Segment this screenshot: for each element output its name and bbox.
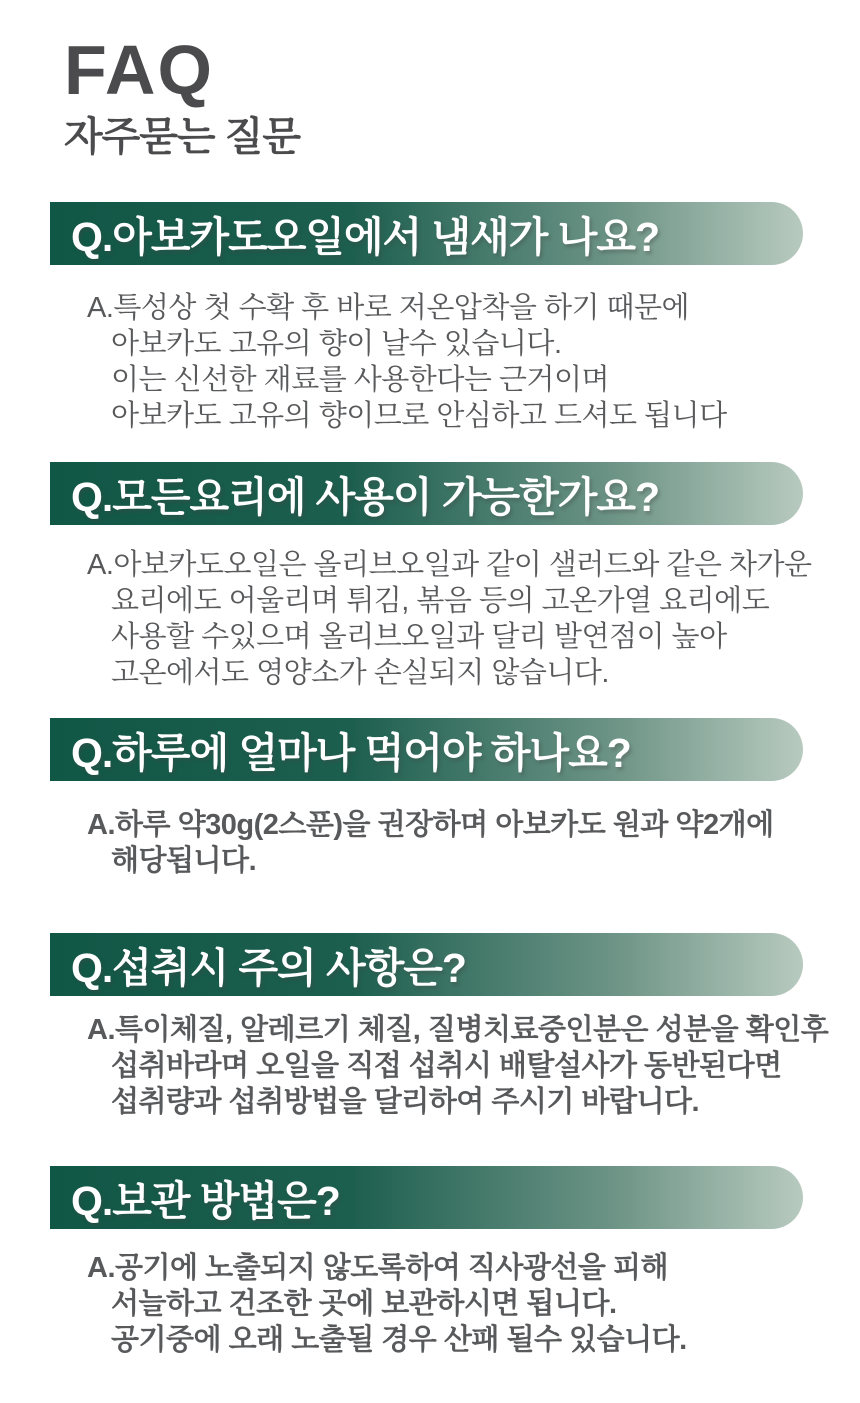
- answer-line: 요리에도 어울리며 튀김, 볶음 등의 고온가열 요리에도: [111, 584, 770, 617]
- answer-line: 서늘하고 건조한 곳에 보관하시면 됩니다.: [111, 1287, 617, 1320]
- answer-line: A.공기에 노출되지 않도록하여 직사광선을 피해: [87, 1251, 668, 1284]
- question-text-3: Q.하루에 얼마나 먹어야 하나요?: [71, 729, 631, 776]
- answer-block-1: [0, 290, 860, 434]
- answer-line: 사용할 수있으며 올리브오일과 달리 발연점이 높아: [111, 620, 727, 653]
- answer-line: A.특성상 첫 수확 후 바로 저온압착을 하기 때문에: [87, 291, 690, 324]
- answer-block-5: [0, 1250, 860, 1358]
- question-bar-4: [50, 933, 803, 996]
- answer-line: A.특이체질, 알레르기 체질, 질병치료중인분은 성분을 확인후: [87, 1013, 829, 1046]
- answer-line: 이는 신선한 재료를 사용한다는 근거이며: [111, 363, 609, 396]
- answer-block-3: [0, 807, 860, 879]
- question-bar-5: [50, 1166, 803, 1229]
- answer-line: A.하루 약30g(2스푼)을 권장하며 아보카도 원과 약2개에: [87, 808, 774, 841]
- question-bar-2: [50, 462, 803, 525]
- question-text-5: Q.보관 방법은?: [71, 1177, 340, 1224]
- page-header: [0, 0, 860, 160]
- answer-line: 고온에서도 영양소가 손실되지 않습니다.: [111, 656, 609, 689]
- answer-line: 공기중에 오래 노출될 경우 산패 될수 있습니다.: [111, 1323, 687, 1356]
- answer-line: 섭취량과 섭취방법을 달리하여 주시기 바랍니다.: [111, 1085, 700, 1118]
- answer-line: 섭취바라며 오일을 직접 섭취시 배탈설사가 동반된다면: [111, 1049, 782, 1082]
- page-subtitle: 자주묻는 질문: [64, 114, 300, 159]
- question-text-1: Q.아보카도오일에서 냄새가 나요?: [71, 213, 659, 260]
- page-title: FAQ: [64, 31, 214, 109]
- question-bar-1: [50, 202, 803, 265]
- question-text-2: Q.모든요리에 사용이 가능한가요?: [71, 473, 659, 520]
- answer-line: A.아보카도오일은 올리브오일과 같이 샐러드와 같은 차가운: [87, 548, 812, 581]
- question-text-4: Q.섭취시 주의 사항은?: [71, 944, 466, 991]
- answer-line: 아보카도 고유의 향이므로 안심하고 드셔도 됩니다: [111, 399, 727, 432]
- answer-block-4: [0, 1012, 860, 1120]
- answer-line: 해당됩니다.: [111, 844, 257, 877]
- question-bar-3: [50, 718, 803, 781]
- answer-line: 아보카도 고유의 향이 날수 있습니다.: [111, 327, 562, 360]
- answer-block-2: [0, 547, 860, 691]
